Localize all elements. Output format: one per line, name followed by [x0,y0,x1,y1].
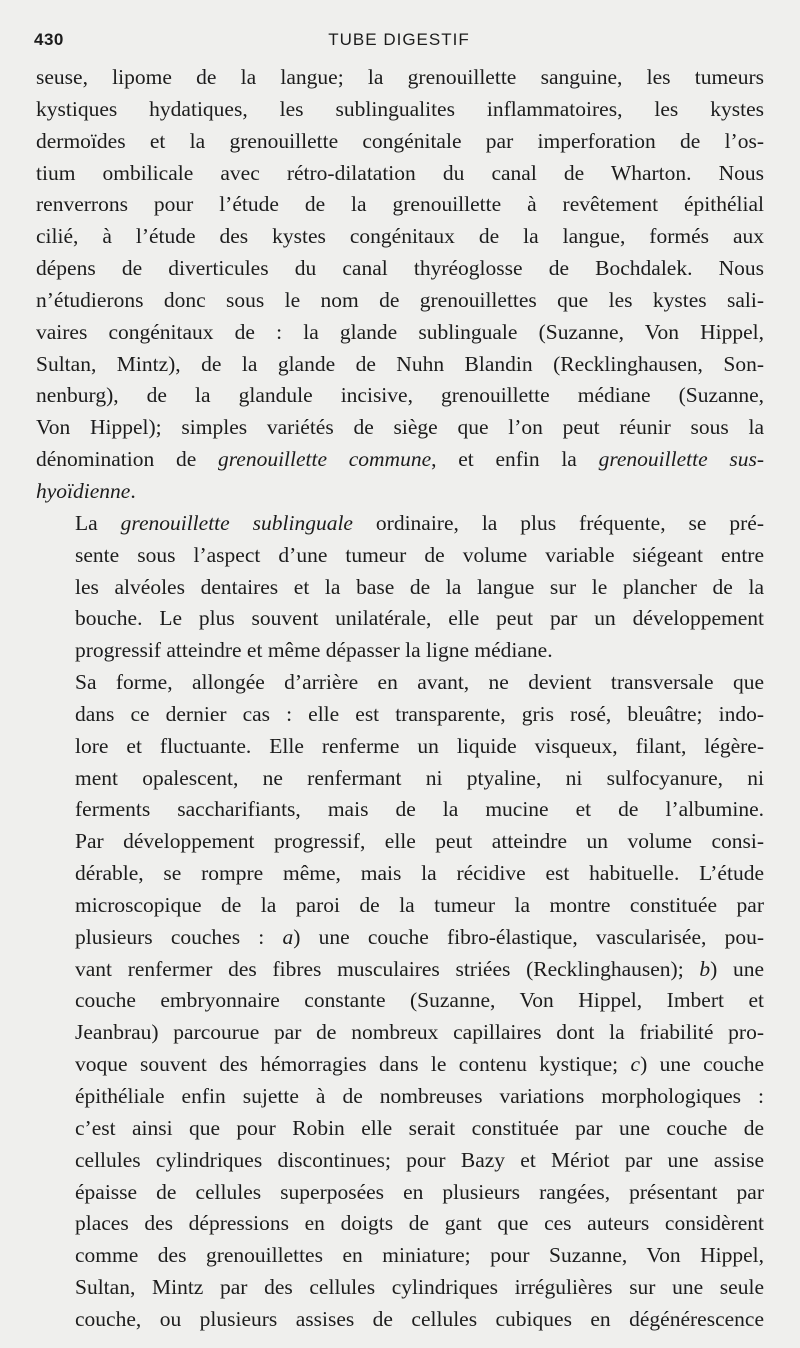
page-header [34,30,764,56]
body-text [36,62,764,1336]
text-line: tium ombilicale avec rétro-dilatation du canal de Wharton. Nous [36,160,764,185]
paragraph-1 [36,62,764,508]
text-line: vaires congénitaux de : la glande sublinguale (Suzanne, Von Hippel, [36,319,764,344]
text-line: seuse, lipome de la langue; la grenouillette sanguine, les tumeurs [36,65,764,89]
paragraph-2 [36,508,764,667]
text-line: épithéliale enfin sujette à de nombreuses variations morphologiques : [75,1084,764,1108]
text-line: couche embryonnaire constante (Suzanne, Von Hippel, Imbert et [75,988,764,1013]
text-line: sente sous l’aspect d’une tumeur de volume variable siégeant entre [75,542,764,567]
text-line: places des dépressions en doigts de gant que ces auteurs considèrent [75,1211,764,1236]
text-line: Sa forme, allongée d’arrière en avant, ne devient transversale que [75,670,764,695]
text-line: c’est ainsi que pour Robin elle serait constituée par une couche de [75,1115,764,1140]
text-run: ) une couche [640,1052,764,1077]
text-line [36,954,764,986]
text-run: . [130,478,136,503]
text-run: voque souvent des hémorragies dans le contenu kystique; [75,1052,631,1077]
text-line: microscopique de la paroi de la tumeur la montre constituée par [75,892,764,917]
italic-term: hyoïdienne [36,478,131,503]
text-line: lore et fluctuante. Elle renferme un liquide visqueux, filant, légère- [75,733,764,758]
text-line: n’étudierons donc sous le nom de grenouillettes que les kystes sali- [36,287,764,312]
text-run: plusieurs couches : [75,924,283,949]
text-run: ordinaire, la plus fréquente, se pré- [352,510,764,535]
text-line: kystiques hydatiques, les sublingualites inflammatoires, les kystes [36,96,764,121]
text-line: dermoïdes et la grenouillette congénitale par imperforation de l’os- [36,128,764,153]
text-line: comme des grenouillettes en miniature; pour Suzanne, Von Hippel, [75,1243,764,1268]
text-line: cilié, à l’étude des kystes congénitaux de la langue, formés aux [36,224,764,249]
text-line: Sultan, Mintz par des cellules cylindriques irrégulières sur une seule [75,1275,764,1300]
text-line [36,476,764,508]
text-line: les alvéoles dentaires et la base de la langue sur le plancher de la [75,574,764,599]
text-line: épaisse de cellules superposées en plusieurs rangées, présentant par [75,1179,764,1204]
text-line: progressif atteindre et même dépasser la ligne médiane. [75,638,553,663]
page-number: 430 [34,30,64,49]
text-line: Sultan, Mintz), de la glande de Nuhn Blandin (Recklinghausen, Son- [36,351,764,376]
text-line: cellules cylindriques discontinues; pour Bazy et Mériot par une assise [75,1147,764,1172]
running-title: TUBE DIGESTIF [328,30,470,49]
text-run: ) une couche fibro-élastique, vascularisée, pou- [293,924,764,949]
italic-term: c [630,1052,641,1077]
text-line: Jeanbrau) parcourue par de nombreux capillaires dont la friabilité pro- [75,1020,764,1045]
text-line: bouche. Le plus souvent unilatérale, elle peut par un développement [75,606,764,631]
text-line: ferments saccharifiants, mais de la mucine et de l’albumine. [75,797,764,822]
text-run: La [75,510,121,535]
text-line: dépens de diverticules du canal thyréoglosse de Bochdalek. Nous [36,256,764,281]
text-run: dénomination de [36,447,218,472]
italic-term: grenouillette commune [217,447,432,472]
text-run: , et enfin la [431,447,599,472]
italic-term: grenouillette sublinguale [120,510,353,535]
text-line [36,508,764,540]
text-line: dérable, se rompre même, mais la récidive est habituelle. L’étude [75,861,764,886]
text-line: renverrons pour l’étude de la grenouillette à revêtement épithélial [36,192,764,217]
text-line: ment opalescent, ne renfermant ni ptyaline, ni sulfocyanure, ni [75,765,764,790]
text-run: ) une [710,956,765,981]
italic-term: b [699,956,711,981]
text-line: couche, ou plusieurs assises de cellules cubiques en dégénérescence [75,1306,764,1331]
text-line [36,1049,764,1081]
text-line [36,922,764,954]
text-line: Von Hippel); simples variétés de siège que l’on peut réunir sous la [36,415,764,440]
text-line [36,444,764,476]
text-line: Par développement progressif, elle peut atteindre un volume consi- [75,829,764,854]
italic-term: a [282,924,294,949]
text-line: nenburg), de la glandule incisive, grenouillette médiane (Suzanne, [36,383,764,408]
italic-term: grenouillette sus- [598,447,764,472]
text-line: dans ce dernier cas : elle est transparente, gris rosé, bleuâtre; indo- [75,701,764,726]
paragraph-3 [36,667,764,1336]
text-run: vant renfermer des fibres musculaires striées (Recklinghausen); [75,956,700,981]
